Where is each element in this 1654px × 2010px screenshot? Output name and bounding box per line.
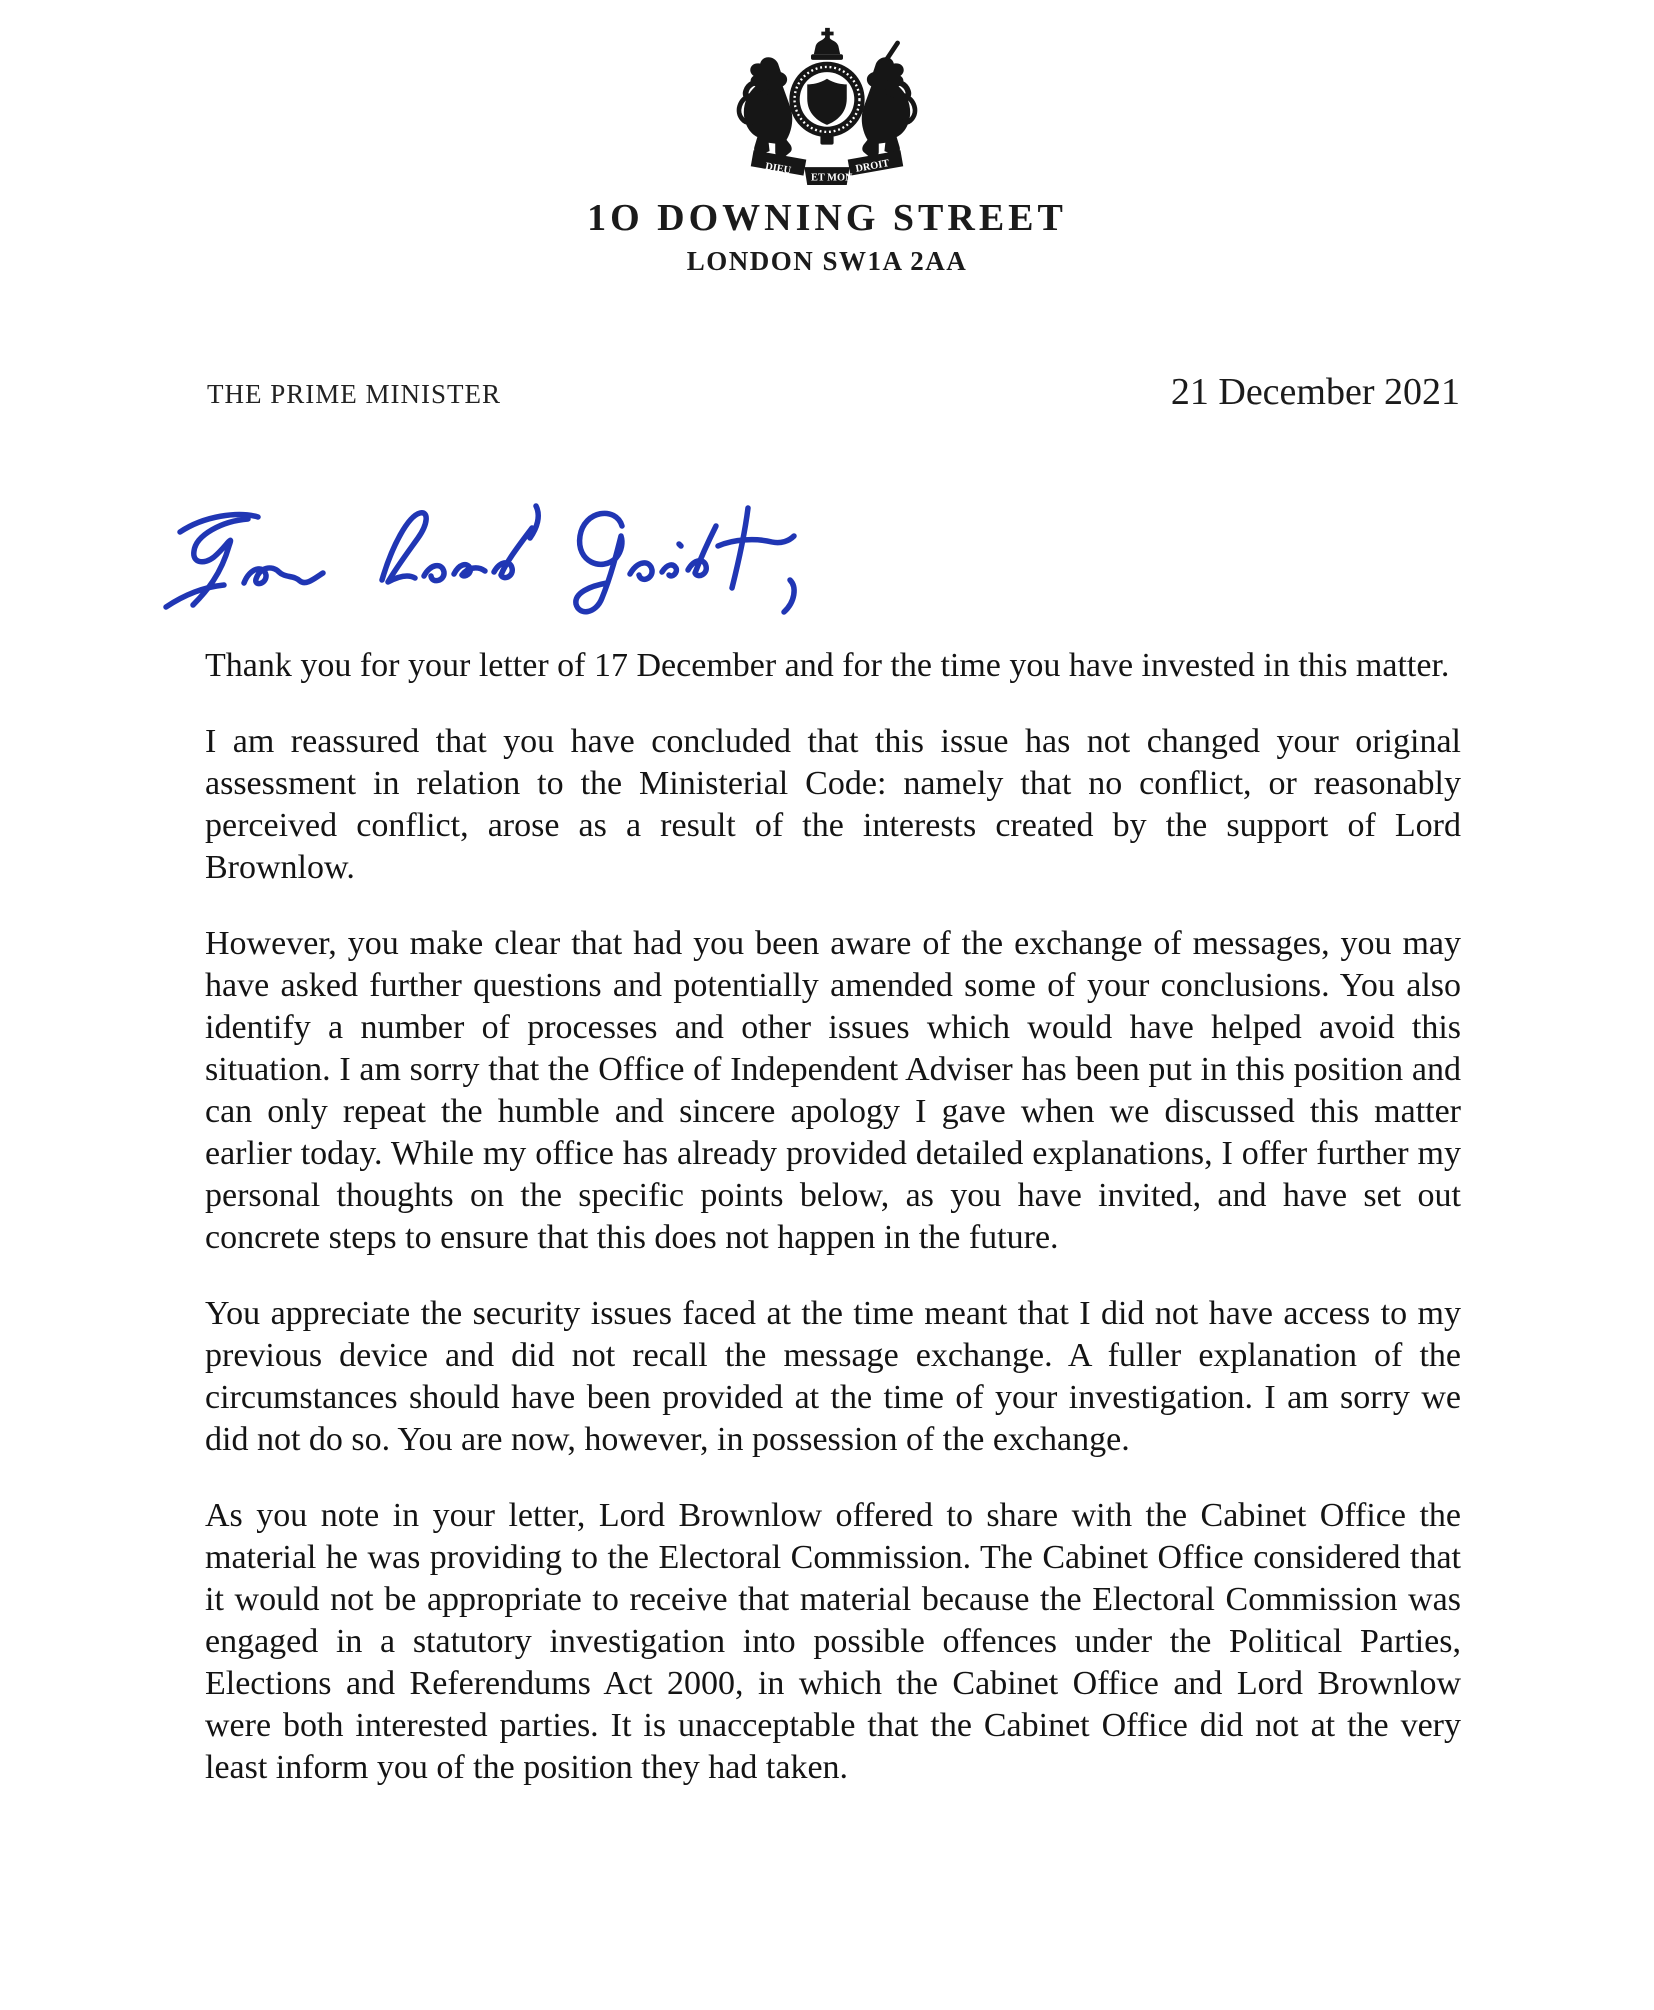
letterhead-address-line2: LONDON SW1A 2AA	[686, 246, 968, 276]
royal-coat-of-arms-icon	[712, 26, 942, 186]
motto-ribbon	[751, 150, 903, 185]
letter-body	[205, 645, 1461, 1823]
motto-left-text: DIEU	[764, 161, 792, 177]
crown-icon	[811, 28, 843, 60]
salutation-text	[0, 0, 1, 1]
letter-paragraph: As you note in your letter, Lord Brownlow offered to share with the Cabinet Office the material he was providing to the Electoral Commission. The Cabinet Office considered that it would not be appropriate to receive that material because the Electoral Commission was engaged in a statutory investigation into possible offences under the Political Parties, Elections and Referendums Act 2000, in which the Cabinet Office and Lord Brownlow were both interested parties. It is unacceptable that the Cabinet Office did not at the very least inform you of the position they had taken.	[205, 1497, 1461, 1786]
motto-center-text: ET MON	[811, 172, 853, 184]
letter-paragraph: I am reassured that you have concluded that this issue has not changed your original assessment in relation to the Ministerial Code: namely that no conflict, or reasonably perceived conflict, arose as a result of the interests created by the support of Lord Brownlow.	[205, 723, 1461, 886]
letterhead	[0, 26, 1654, 186]
garter-shield-icon	[789, 62, 864, 145]
letter-paragraph: Thank you for your letter of 17 December and for the time you have invested in this matter.	[205, 647, 1450, 684]
letter-paragraph: However, you make clear that had you been aware of the exchange of messages, you may have asked further questions and potentially amended some of your conclusions. You also identify a number of processes and other issues which would have helped avoid this situation. I am sorry that the Office of Independent Adviser has been put in this position and can only repeat the humble and sincere apology I gave when we discussed this matter earlier today. While my office has already provided detailed explanations, I offer further my personal thoughts on the specific points below, as you have invited, and have set out concrete steps to ensure that this does not happen in the future.	[205, 925, 1461, 1256]
letterhead-address-line1: 1O DOWNING STREET	[587, 197, 1067, 239]
motto-right-text: DROIT	[854, 158, 891, 175]
sender-title: THE PRIME MINISTER	[207, 379, 501, 409]
letter-paragraph: You appreciate the security issues faced at the time meant that I did not have access to my previous device and did not recall the message exchange. A fuller explanation of the circumstances should have been provided at the time of your investigation. I am sorry we did not do so. You are now, however, in possession of the exchange.	[205, 1295, 1461, 1458]
unicorn-icon	[862, 43, 915, 158]
letter-date: 21 December 2021	[1170, 371, 1460, 413]
salutation-handwriting	[150, 486, 850, 626]
lion-icon	[739, 57, 792, 158]
